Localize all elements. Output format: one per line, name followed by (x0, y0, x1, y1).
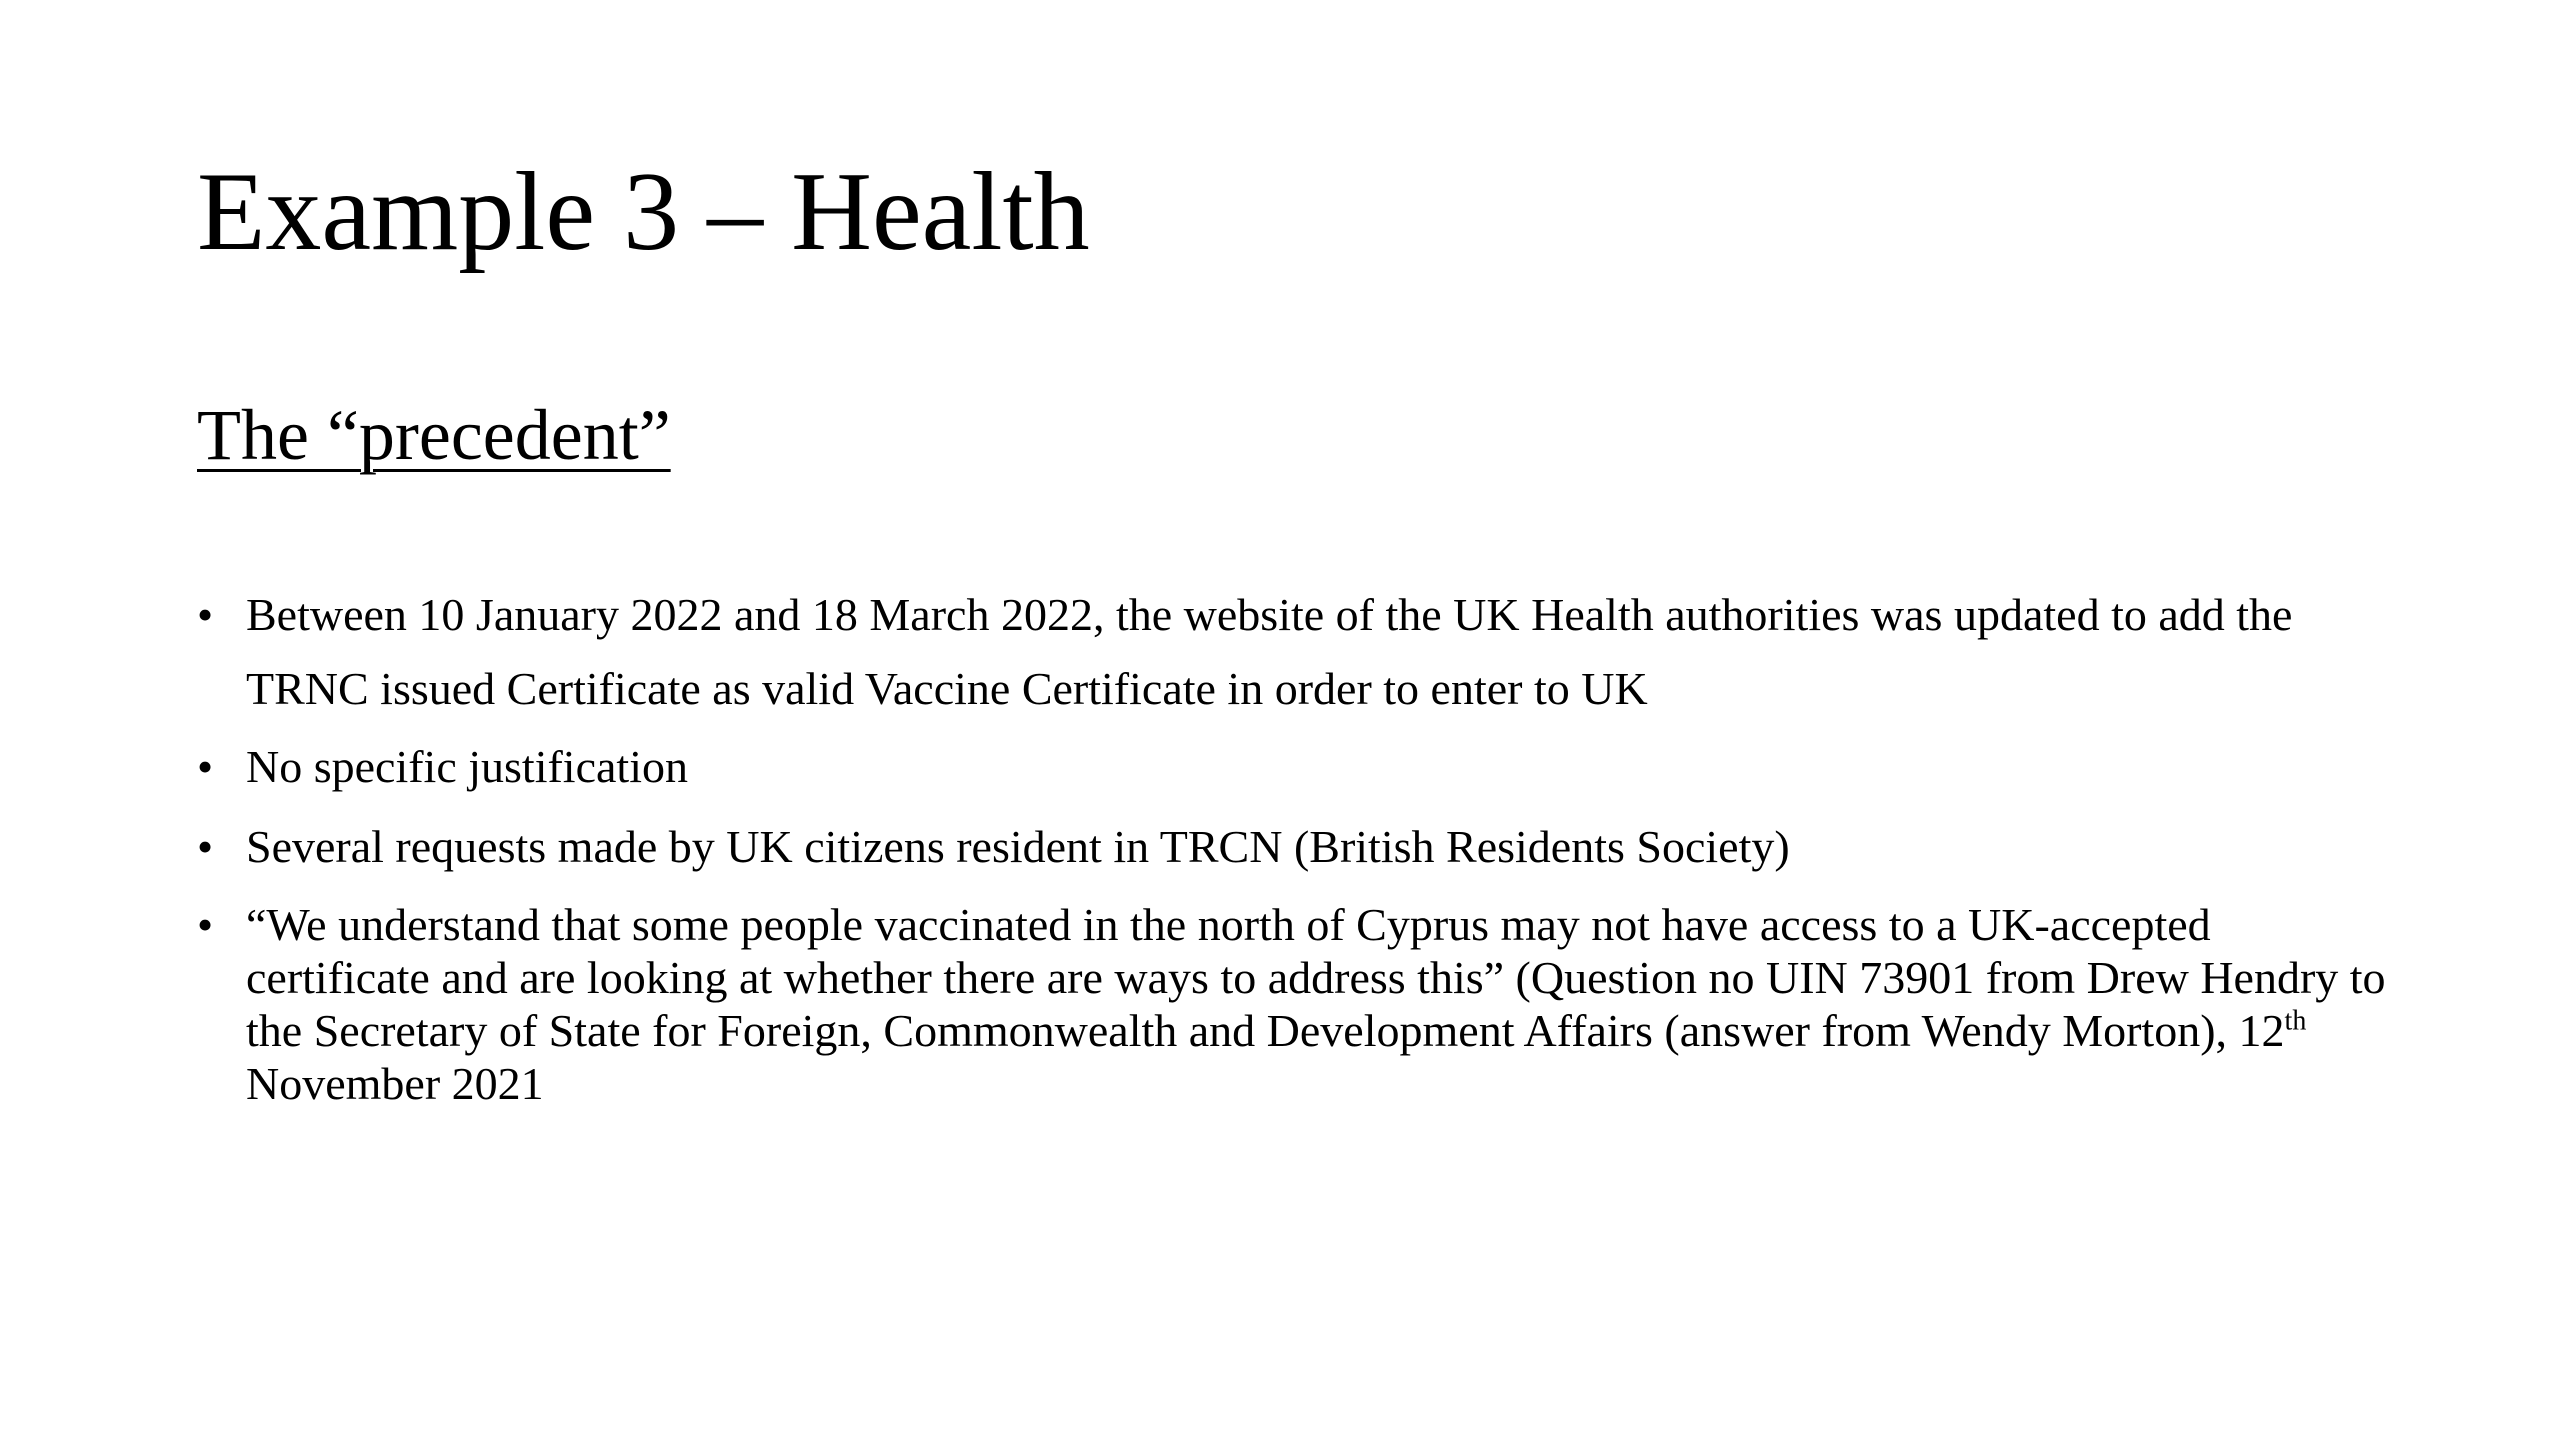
date-text: November 2021 (246, 1058, 544, 1109)
bullet-text: Between 10 January 2022 and 18 March 2022, the website of the UK Health authorities was updated to add the TRNC issued Certificate as valid Vaccine Certificate in order to enter to UK (246, 589, 2293, 714)
bullet-text (246, 899, 2386, 1109)
bullet-icon: • (197, 589, 214, 640)
slide-subtitle: The “precedent” (197, 395, 671, 475)
date-ordinal-suffix: th (2284, 1005, 2307, 1037)
bullet-item (197, 890, 2397, 1110)
bullet-icon: • (197, 741, 214, 792)
quote-text: “We understand that some people vaccinated in the north of Cyprus may not have access to a UK-accepted certificate and are looking at whether there are ways to address this” (Question no UIN 73901 from Drew Hendry to the Secretary of State for Foreign, Commonwealth and Development Affairs (answer from Wendy Morton), 12 (246, 899, 2386, 1056)
bullet-icon: • (197, 821, 214, 872)
bullet-text: Several requests made by UK citizens resident in TRCN (British Residents Society) (246, 821, 1790, 872)
bullet-icon: • (197, 899, 214, 950)
bullet-text: No specific justification (246, 741, 688, 792)
bullet-list (197, 578, 2397, 1110)
bullet-item (197, 730, 2397, 804)
slide-title: Example 3 – Health (197, 150, 1090, 274)
bullet-item (197, 578, 2397, 726)
bullet-item (197, 810, 2397, 884)
